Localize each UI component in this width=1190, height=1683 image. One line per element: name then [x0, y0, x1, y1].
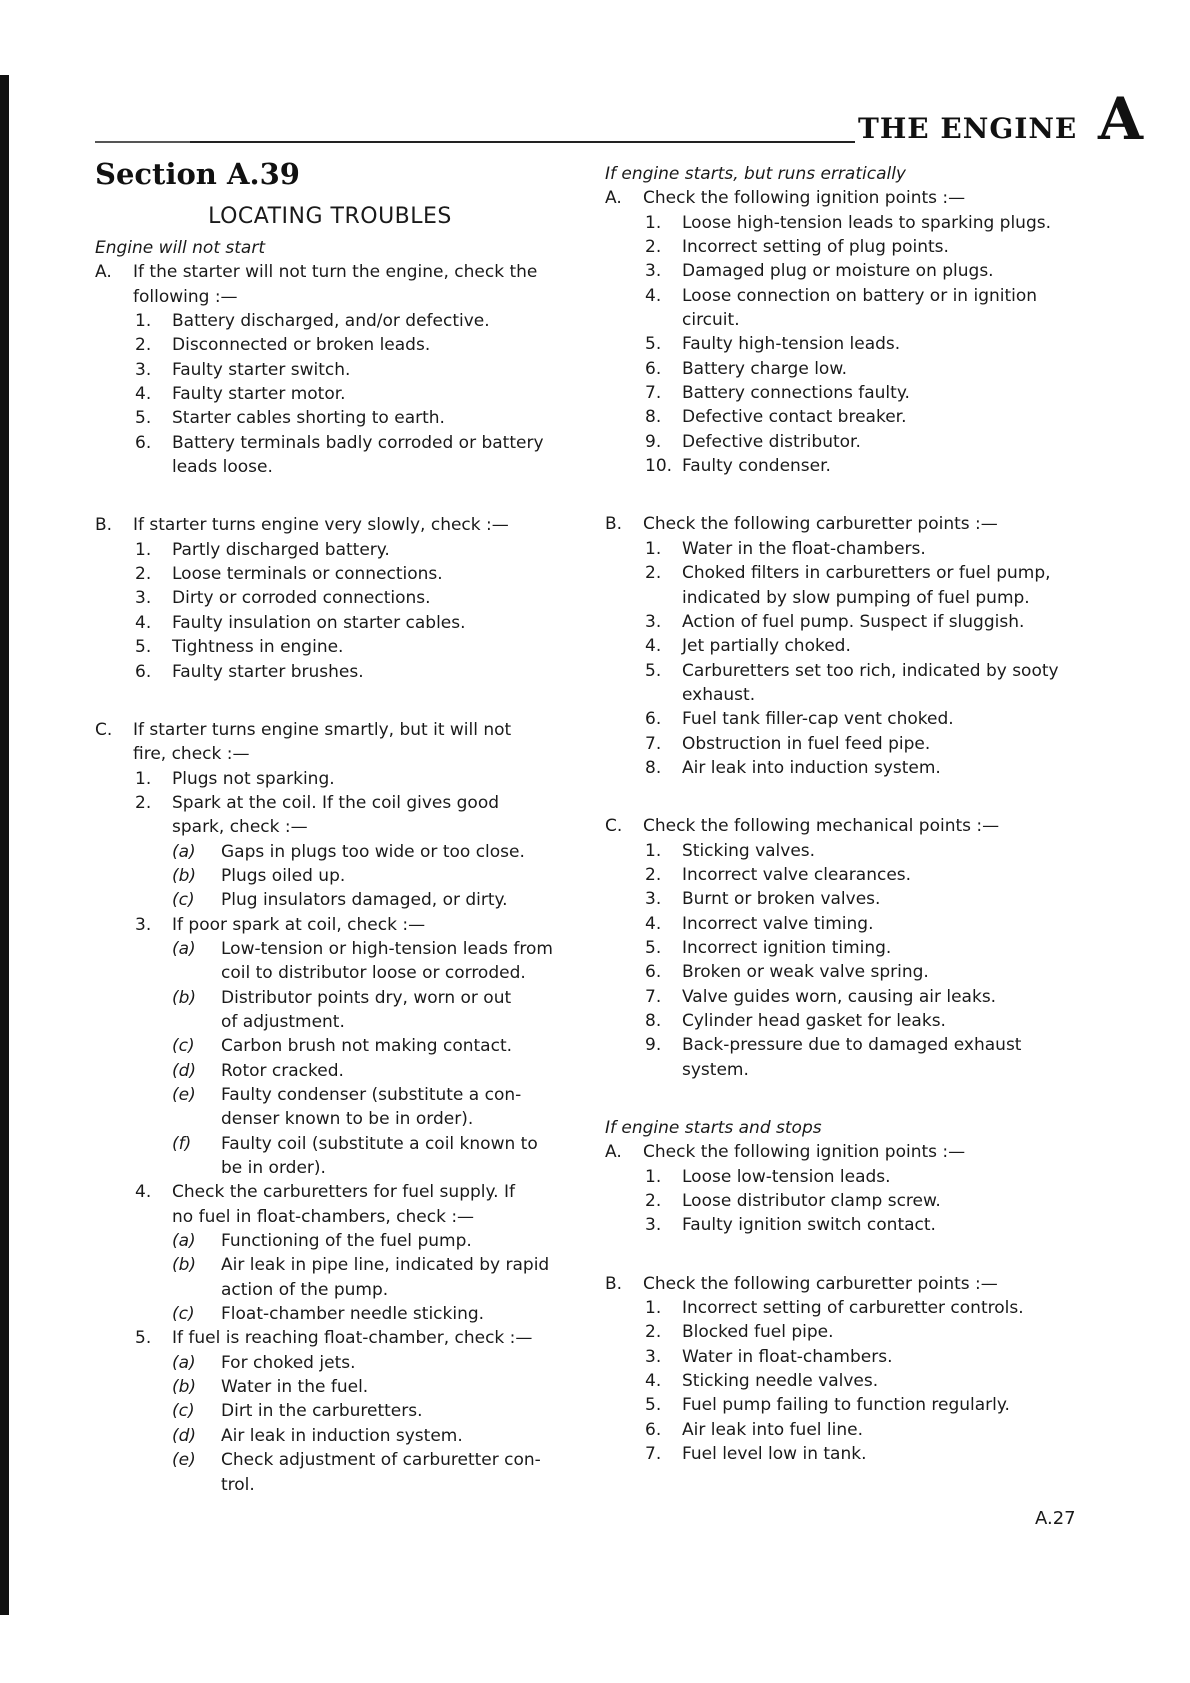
- item-label: (a): [172, 841, 196, 862]
- item-label: 3.: [645, 1215, 662, 1236]
- item-text: Back-pressure due to damaged exhaust: [682, 1035, 1022, 1056]
- item-text: Loose low-tension leads.: [682, 1166, 891, 1187]
- list-item: [95, 913, 565, 937]
- item-label: 4.: [135, 384, 152, 405]
- item-label: (b): [172, 987, 197, 1008]
- item-label: 8.: [645, 757, 662, 778]
- section-subtitle: LOCATING TROUBLES: [208, 204, 452, 229]
- item-label: 6.: [645, 962, 662, 983]
- item-text: Incorrect valve timing.: [682, 913, 874, 934]
- item-text: Check the following mechanical points :—: [643, 816, 1000, 837]
- list-item: [605, 960, 1075, 984]
- item-text: action of the pump.: [221, 1279, 389, 1300]
- item-text: Faulty insulation on starter cables.: [172, 612, 466, 633]
- item-text: Plugs not sparking.: [172, 768, 335, 789]
- item-text: Sticking valves.: [682, 840, 816, 861]
- item-text: Battery charge low.: [682, 358, 848, 379]
- item-label: 5.: [645, 937, 662, 958]
- item-label: 7.: [645, 1444, 662, 1465]
- item-text: Burnt or broken valves.: [682, 889, 881, 910]
- item-label: (b): [172, 1255, 197, 1276]
- item-text: Faulty starter brushes.: [172, 661, 364, 682]
- item-label: 2.: [645, 237, 662, 258]
- group-intro: [605, 1140, 1075, 1164]
- item-label: 2.: [645, 563, 662, 584]
- list-item: [605, 430, 1075, 454]
- item-label: 4.: [645, 636, 662, 657]
- item-text: Loose terminals or connections.: [172, 564, 443, 585]
- item-text: Faulty coil (substitute a coil known to: [221, 1133, 538, 1154]
- item-text: Check the following ignition points :—: [643, 188, 966, 209]
- item-text: Water in float-chambers.: [682, 1346, 893, 1367]
- sub-item: [95, 840, 565, 864]
- group-right-A: [605, 186, 1075, 478]
- list-item: [605, 308, 1075, 332]
- list-item: [605, 381, 1075, 405]
- list-item: [605, 707, 1075, 731]
- item-label: (a): [172, 938, 196, 959]
- item-label: 4.: [645, 1371, 662, 1392]
- list-item: [605, 211, 1075, 235]
- item-label: 9.: [645, 1035, 662, 1056]
- item-label: 3.: [645, 261, 662, 282]
- sub-item: [95, 864, 565, 888]
- item-label: 5.: [135, 637, 152, 658]
- group-intro: [95, 260, 565, 284]
- sub-item: [95, 986, 565, 1010]
- item-text: Functioning of the fuel pump.: [221, 1231, 472, 1252]
- item-label: 10.: [645, 456, 673, 477]
- item-label: 5.: [645, 660, 662, 681]
- list-item: [95, 455, 565, 479]
- item-text: Spark at the coil. If the coil gives good: [172, 792, 500, 813]
- item-text: be in order).: [221, 1158, 326, 1179]
- item-text: Faulty ignition switch contact.: [682, 1215, 936, 1236]
- item-text: Gaps in plugs too wide or too close.: [221, 841, 525, 862]
- item-text: circuit.: [682, 310, 740, 331]
- sub-item: [95, 1059, 565, 1083]
- sub-item: [95, 1473, 565, 1497]
- item-text: Plugs oiled up.: [221, 865, 346, 886]
- item-text: Air leak in pipe line, indicated by rapid: [221, 1255, 550, 1276]
- list-item: [605, 1345, 1075, 1369]
- list-item: [605, 1213, 1075, 1237]
- item-text: Battery terminals badly corroded or battery: [172, 432, 544, 453]
- list-item: [605, 537, 1075, 561]
- item-label: (f): [172, 1133, 192, 1154]
- item-text: exhaust.: [682, 684, 756, 705]
- item-text: Tightness in engine.: [172, 637, 344, 658]
- item-label: 4.: [135, 612, 152, 633]
- item-text: Distributor points dry, worn or out: [221, 987, 512, 1008]
- group-intro: [95, 718, 565, 742]
- list-item: [605, 454, 1075, 478]
- item-text: Incorrect setting of plug points.: [682, 237, 949, 258]
- item-text: trol.: [221, 1474, 255, 1495]
- item-text: Faulty starter switch.: [172, 359, 351, 380]
- header-rule-dash: [95, 141, 190, 143]
- item-label: 2.: [135, 792, 152, 813]
- item-label: 6.: [135, 432, 152, 453]
- list-item: [95, 611, 565, 635]
- list-item: [605, 284, 1075, 308]
- sub-item: [95, 1034, 565, 1058]
- list-item: [95, 309, 565, 333]
- item-label: (b): [172, 1377, 197, 1398]
- item-text: Dirt in the carburetters.: [221, 1401, 423, 1422]
- condition-heading: Engine will not start: [95, 238, 265, 258]
- group-intro: [95, 513, 565, 537]
- item-label: 1.: [135, 311, 152, 332]
- group-right-E: [605, 1272, 1075, 1467]
- group-intro: [605, 512, 1075, 536]
- item-text: Air leak into fuel line.: [682, 1419, 863, 1440]
- list-item: [95, 538, 565, 562]
- item-text: Valve guides worn, causing air leaks.: [682, 986, 997, 1007]
- list-item: [605, 1033, 1075, 1057]
- item-label: 1.: [645, 212, 662, 233]
- item-text: Obstruction in fuel feed pipe.: [682, 733, 931, 754]
- item-label: 5.: [645, 334, 662, 355]
- item-label: (e): [172, 1085, 196, 1105]
- list-item: [95, 1180, 565, 1204]
- item-label: 4.: [645, 913, 662, 934]
- condition-heading: If engine starts, but runs erratically: [605, 164, 906, 184]
- sub-item: [95, 1399, 565, 1423]
- list-item: [605, 1369, 1075, 1393]
- item-label: 3.: [135, 914, 152, 935]
- item-text: no fuel in float-chambers, check :—: [172, 1206, 475, 1227]
- sub-item: [95, 961, 565, 985]
- item-text: fire, check :—: [133, 744, 250, 765]
- item-label: 6.: [135, 661, 152, 682]
- item-label: 4.: [135, 1182, 152, 1203]
- item-label: 1.: [135, 768, 152, 789]
- item-text: Loose connection on battery or in ignition: [682, 285, 1038, 306]
- list-item: [95, 406, 565, 430]
- item-text: Low-tension or high-tension leads from: [221, 938, 553, 959]
- item-text: Action of fuel pump. Suspect if sluggish.: [682, 611, 1025, 632]
- item-text: indicated by slow pumping of fuel pump.: [682, 587, 1030, 608]
- group-right-B: [605, 512, 1075, 780]
- item-text: Fuel tank filler-cap vent choked.: [682, 709, 954, 730]
- item-label: (a): [172, 1352, 196, 1373]
- item-text: Water in the fuel.: [221, 1377, 369, 1398]
- sub-item: [95, 1448, 565, 1472]
- item-text: Air leak in induction system.: [221, 1425, 463, 1446]
- item-label: 2.: [645, 1322, 662, 1343]
- sub-item: [95, 1351, 565, 1375]
- list-item: [605, 1189, 1075, 1213]
- item-text: Defective contact breaker.: [682, 407, 907, 428]
- item-label: (c): [172, 1304, 195, 1325]
- item-label: 1.: [645, 538, 662, 559]
- item-text: Float-chamber needle sticking.: [221, 1304, 485, 1325]
- list-item: [605, 985, 1075, 1009]
- list-item: [605, 659, 1075, 683]
- list-item: [605, 936, 1075, 960]
- item-text: Choked filters in carburetters or fuel pump,: [682, 563, 1051, 584]
- page-number: A.27: [1035, 1508, 1076, 1529]
- right-column: [605, 162, 1075, 1467]
- item-text: Check the following carburetter points :—: [643, 1273, 998, 1294]
- list-item: [95, 1326, 565, 1350]
- item-text: Carbon brush not making contact.: [221, 1036, 513, 1057]
- item-text: Water in the float-chambers.: [682, 538, 926, 559]
- item-text: Fuel level low in tank.: [682, 1444, 867, 1465]
- item-text: Faulty high-tension leads.: [682, 334, 901, 355]
- group-left-B: [95, 513, 565, 683]
- binding-edge: [0, 75, 9, 1615]
- item-text: Fuel pump failing to function regularly.: [682, 1395, 1010, 1416]
- item-text: For choked jets.: [221, 1352, 356, 1373]
- item-label: 8.: [645, 407, 662, 428]
- item-label: 9.: [645, 431, 662, 452]
- item-text: Check the carburetters for fuel supply. If: [172, 1182, 515, 1203]
- list-item: [605, 1320, 1075, 1344]
- item-label: A.: [605, 1142, 622, 1163]
- list-item: [95, 382, 565, 406]
- item-text: If fuel is reaching float-chamber, check :—: [172, 1328, 533, 1349]
- sub-item: [95, 1229, 565, 1253]
- item-text: Check adjustment of carburetter con-: [221, 1450, 541, 1471]
- item-label: 3.: [645, 611, 662, 632]
- sub-item: [95, 1010, 565, 1034]
- list-item: [605, 1058, 1075, 1082]
- item-text: Broken or weak valve spring.: [682, 962, 929, 983]
- item-text: coil to distributor loose or corroded.: [221, 963, 526, 984]
- list-item: [95, 767, 565, 791]
- list-item: [605, 1165, 1075, 1189]
- list-item: [605, 586, 1075, 610]
- list-item: [605, 863, 1075, 887]
- list-item: [605, 332, 1075, 356]
- item-label: B.: [605, 514, 623, 535]
- item-label: B.: [95, 515, 113, 536]
- item-text: following :—: [133, 286, 238, 307]
- item-label: 7.: [645, 986, 662, 1007]
- item-text: Loose distributor clamp screw.: [682, 1191, 941, 1212]
- condition-heading: If engine starts and stops: [605, 1118, 822, 1139]
- list-item: [95, 333, 565, 357]
- item-label: (c): [172, 890, 195, 911]
- item-text: of adjustment.: [221, 1011, 345, 1032]
- item-text: Air leak into induction system.: [682, 757, 941, 778]
- list-item: [605, 235, 1075, 259]
- item-text: leads loose.: [172, 457, 273, 478]
- item-text: If poor spark at coil, check :—: [172, 914, 426, 935]
- item-label: 6.: [645, 709, 662, 730]
- item-label: 7.: [645, 733, 662, 754]
- item-label: 2.: [135, 335, 152, 356]
- item-text: Rotor cracked.: [221, 1060, 344, 1081]
- list-item: [605, 405, 1075, 429]
- item-text: Damaged plug or moisture on plugs.: [682, 261, 994, 282]
- group-intro: [95, 285, 565, 309]
- sub-item: [95, 1253, 565, 1277]
- item-label: 2.: [645, 864, 662, 885]
- list-item: [95, 431, 565, 455]
- item-text: Partly discharged battery.: [172, 539, 390, 560]
- list-item: [95, 791, 565, 815]
- list-item: [605, 561, 1075, 585]
- item-label: 1.: [645, 840, 662, 861]
- item-label: 3.: [135, 359, 152, 380]
- item-label: C.: [605, 816, 623, 837]
- item-text: Faulty condenser.: [682, 456, 831, 477]
- sub-item: [95, 1132, 565, 1156]
- item-text: Check the following ignition points :—: [643, 1142, 966, 1163]
- group-left-A: [95, 260, 565, 479]
- section-title: Section A.39: [95, 157, 300, 191]
- item-label: 6.: [645, 1419, 662, 1440]
- item-label: 1.: [645, 1298, 662, 1319]
- item-text: Incorrect ignition timing.: [682, 937, 892, 958]
- running-head: THE ENGINE: [858, 112, 1078, 145]
- item-label: 3.: [135, 588, 152, 609]
- left-column: [95, 150, 565, 1497]
- item-text: Check the following carburetter points :—: [643, 514, 998, 535]
- item-label: 1.: [135, 539, 152, 560]
- sub-item: [95, 1107, 565, 1131]
- item-label: 3.: [645, 1346, 662, 1367]
- item-label: 7.: [645, 383, 662, 404]
- item-text: denser known to be in order).: [221, 1109, 474, 1130]
- list-item: [605, 610, 1075, 634]
- item-text: If starter turns engine very slowly, check :—: [133, 515, 509, 536]
- item-text: Cylinder head gasket for leaks.: [682, 1011, 946, 1031]
- list-item: [605, 1296, 1075, 1320]
- sub-item: [95, 1375, 565, 1399]
- group-intro: [95, 742, 565, 766]
- item-text: Incorrect valve clearances.: [682, 864, 912, 885]
- sub-item: [95, 1278, 565, 1302]
- list-item: [605, 1418, 1075, 1442]
- item-label: A.: [95, 262, 112, 283]
- list-item: [605, 732, 1075, 756]
- sub-item: [95, 937, 565, 961]
- item-label: (a): [172, 1231, 196, 1252]
- item-text: Battery connections faulty.: [682, 383, 910, 404]
- item-text: spark, check :—: [172, 817, 308, 838]
- item-text: Loose high-tension leads to sparking plugs.: [682, 212, 1052, 233]
- list-item: [605, 634, 1075, 658]
- item-label: (c): [172, 1401, 195, 1422]
- item-text: If starter turns engine smartly, but it will not: [133, 719, 512, 740]
- group-left-C: [95, 718, 565, 1497]
- list-item: [605, 1442, 1075, 1466]
- item-label: (d): [172, 1060, 197, 1081]
- group-right-D: [605, 1140, 1075, 1237]
- item-label: A.: [605, 188, 622, 209]
- sub-item: [95, 1156, 565, 1180]
- item-label: 8.: [645, 1011, 662, 1031]
- item-label: 3.: [645, 889, 662, 910]
- group-intro: [605, 814, 1075, 838]
- group-intro: [605, 186, 1075, 210]
- item-label: B.: [605, 1273, 623, 1294]
- item-text: Plug insulators damaged, or dirty.: [221, 890, 508, 911]
- item-label: 2.: [645, 1191, 662, 1212]
- item-label: (d): [172, 1425, 197, 1446]
- item-text: Defective distributor.: [682, 431, 861, 452]
- header-rule: [95, 141, 855, 143]
- sub-item: [95, 1083, 565, 1107]
- item-label: C.: [95, 719, 113, 740]
- item-label: 2.: [135, 564, 152, 585]
- section-letter: A: [1098, 85, 1144, 153]
- item-text: Sticking needle valves.: [682, 1371, 879, 1392]
- list-item: [605, 912, 1075, 936]
- item-label: 5.: [135, 408, 152, 429]
- item-label: 4.: [645, 285, 662, 306]
- list-item: [605, 357, 1075, 381]
- item-label: 5.: [135, 1328, 152, 1349]
- list-item: [605, 259, 1075, 283]
- item-text: Jet partially choked.: [682, 636, 851, 657]
- list-item: [95, 586, 565, 610]
- item-text: Starter cables shorting to earth.: [172, 408, 445, 429]
- item-label: (b): [172, 865, 197, 886]
- item-label: 5.: [645, 1395, 662, 1416]
- list-item: [95, 635, 565, 659]
- list-item: [95, 1205, 565, 1229]
- list-item: [605, 683, 1075, 707]
- item-text: Incorrect setting of carburetter controls.: [682, 1298, 1024, 1319]
- item-label: (c): [172, 1036, 195, 1057]
- item-label: (e): [172, 1450, 196, 1471]
- list-item: [95, 358, 565, 382]
- item-text: If the starter will not turn the engine, check the: [133, 262, 538, 283]
- item-text: Dirty or corroded connections.: [172, 588, 431, 609]
- sub-item: [95, 888, 565, 912]
- list-item: [605, 839, 1075, 863]
- item-text: Faulty condenser (substitute a con-: [221, 1085, 522, 1105]
- group-intro: [605, 1272, 1075, 1296]
- list-item: [95, 815, 565, 839]
- item-text: Blocked fuel pipe.: [682, 1322, 834, 1343]
- sub-item: [95, 1424, 565, 1448]
- item-text: Carburetters set too rich, indicated by sooty: [682, 660, 1059, 681]
- item-text: system.: [682, 1059, 749, 1080]
- list-item: [605, 1009, 1075, 1033]
- sub-item: [95, 1302, 565, 1326]
- list-item: [605, 756, 1075, 780]
- item-label: 1.: [645, 1166, 662, 1187]
- list-item: [605, 887, 1075, 911]
- group-right-C: [605, 814, 1075, 1082]
- list-item: [95, 562, 565, 586]
- item-text: Disconnected or broken leads.: [172, 335, 431, 356]
- list-item: [95, 660, 565, 684]
- item-text: Faulty starter motor.: [172, 384, 346, 405]
- item-label: 6.: [645, 358, 662, 379]
- list-item: [605, 1393, 1075, 1417]
- item-text: Battery discharged, and/or defective.: [172, 311, 490, 332]
